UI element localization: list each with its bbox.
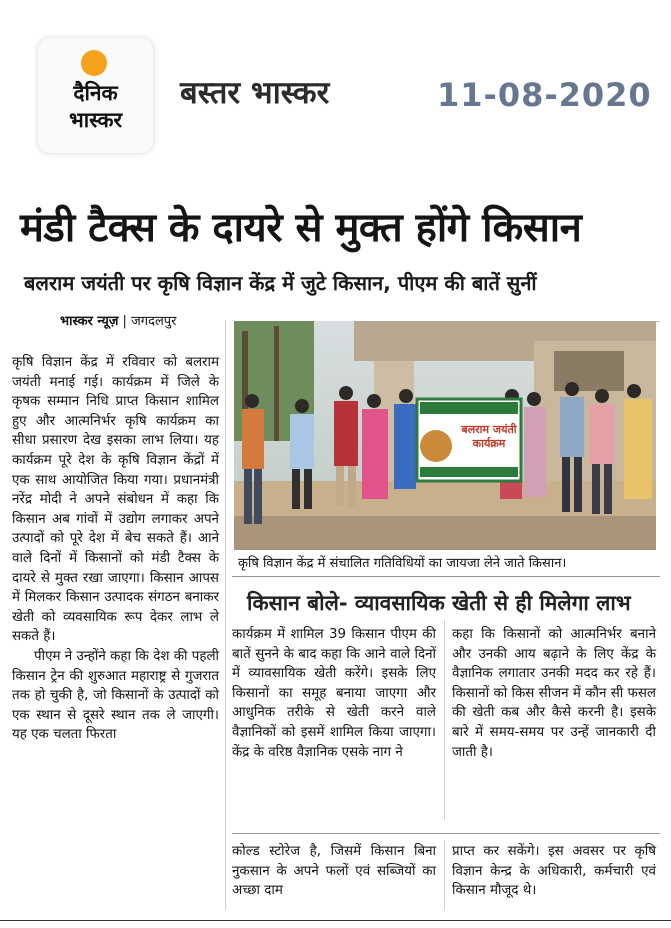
logo-text-line2: भास्कर (68, 108, 123, 132)
byline: भास्कर न्यूज़ | जगदलपुर (60, 314, 177, 329)
byline-source: भास्कर न्यूज़ (60, 314, 119, 329)
photo-banner-title: बलराम जयंती कार्यक्रम (461, 423, 517, 450)
edition-date: 11-08-2020 (437, 76, 652, 114)
page-bottom-rule (0, 920, 671, 921)
section-subheading: किसान बोले- व्यावसायिक खेती से ही मिलेगा लाभ (247, 591, 631, 615)
column-divider (225, 320, 226, 910)
column-divider (444, 840, 445, 910)
article-column-3: कहा कि किसानों को आत्मनिर्भर बनाने और उनकी आय बढ़ाने के लिए केंद्र के वैज्ञानिक लगातार उनकी मदद कर रहे हैं। किसानों को किस सीजन में कौन सी फसल की खेती कब और कैसे करनी है। इसके बारे में समय-समय पर उन्हें जानकारी दी जाती है। (452, 627, 656, 760)
section-divider (232, 833, 660, 834)
newspaper-logo (38, 38, 153, 153)
article-column-2-continued: कोल्ड स्टोरेज है, जिसमें किसान बिना नुकसान के अपने फलों एवं सब्जियों का अच्छा दाम (232, 844, 436, 899)
article-photo (234, 321, 656, 550)
column-divider (444, 620, 445, 820)
article-subheadline: बलराम जयंती पर कृषि विज्ञान केंद्र में जुटे किसान, पीएम की बातें सुनीं (24, 271, 537, 295)
logo-text-line1: दैनिक (73, 81, 118, 105)
sun-icon (81, 50, 107, 76)
photo-caption: कृषि विज्ञान केंद्र में संचालित गतिविधियों का जायजा लेने जाते किसान। (238, 556, 567, 571)
edition-name: बस्तर भास्कर (180, 75, 330, 111)
article-column-3-continued: प्राप्त कर सकेंगे। इस अवसर पर कृषि विज्ञान केन्द्र के अधिकारी, कर्मचारी एवं किसान मौजूद थे। (452, 844, 656, 899)
byline-place: जगदलपुर (131, 314, 177, 329)
column-1-paragraph-1: कृषि विज्ञान केंद्र में रविवार को बलराम जयंती मनाई गई। कार्यक्रम में जिले के कृषक सम्मान निधि प्राप्त किसान शामिल हुए और आत्मनिर्भर कृषि कार्यक्रम का सीधा प्रसारण देख इसका लाभ लिया। यह कार्यक्रम पूरे देश के कृषि विज्ञान केंद्रों में एक साथ आयोजित किया गया। प्रधानमंत्री नरेंद्र मोदी ने अपने संबोधन में कहा कि किसान अब गांवों में उद्योग लगाकर अपने उत्पादों को पूरे देश में बेच सकते हैं। आने वाले दिनों में किसानों को मंडी टैक्स के दायरे से मुक्त रखा जाएगा। किसान आपस में मिलकर किसान उत्पादक संगठन बनाकर खेती को व्यवसायिक रूप देकर लाभ ले सकते हैं। (12, 355, 219, 645)
column-1-paragraph-2: पीएम ने उन्होंने कहा कि देश की पहली किसान ट्रेन की शुरुआत महाराष्ट्र से गुजरात तक हो चुकी है, जो किसानों के उत्पादों को एक स्थान से दूसरे स्थान तक ले जाएगी। यह एक चलता फिरता (12, 648, 219, 743)
article-column-1 (12, 353, 219, 745)
article-headline: मंडी टैक्स के दायरे से मुक्त होंगे किसान (20, 205, 582, 251)
caption-divider (232, 576, 660, 577)
article-column-2: कार्यक्रम में शामिल 39 किसान पीएम की बातें सुनने के बाद कहा कि आने वाले दिनों में व्यावसायिक खेती करेंगे। इसके लिए किसानों का समूह बनाया जाएगा और आधुनिक तरीके से खेती करने वाले वैज्ञानिकों को इसमें शामिल किया जाएगा। केंद्र के वरिष्ठ वैज्ञानिक एसके नाग ने (232, 627, 436, 760)
